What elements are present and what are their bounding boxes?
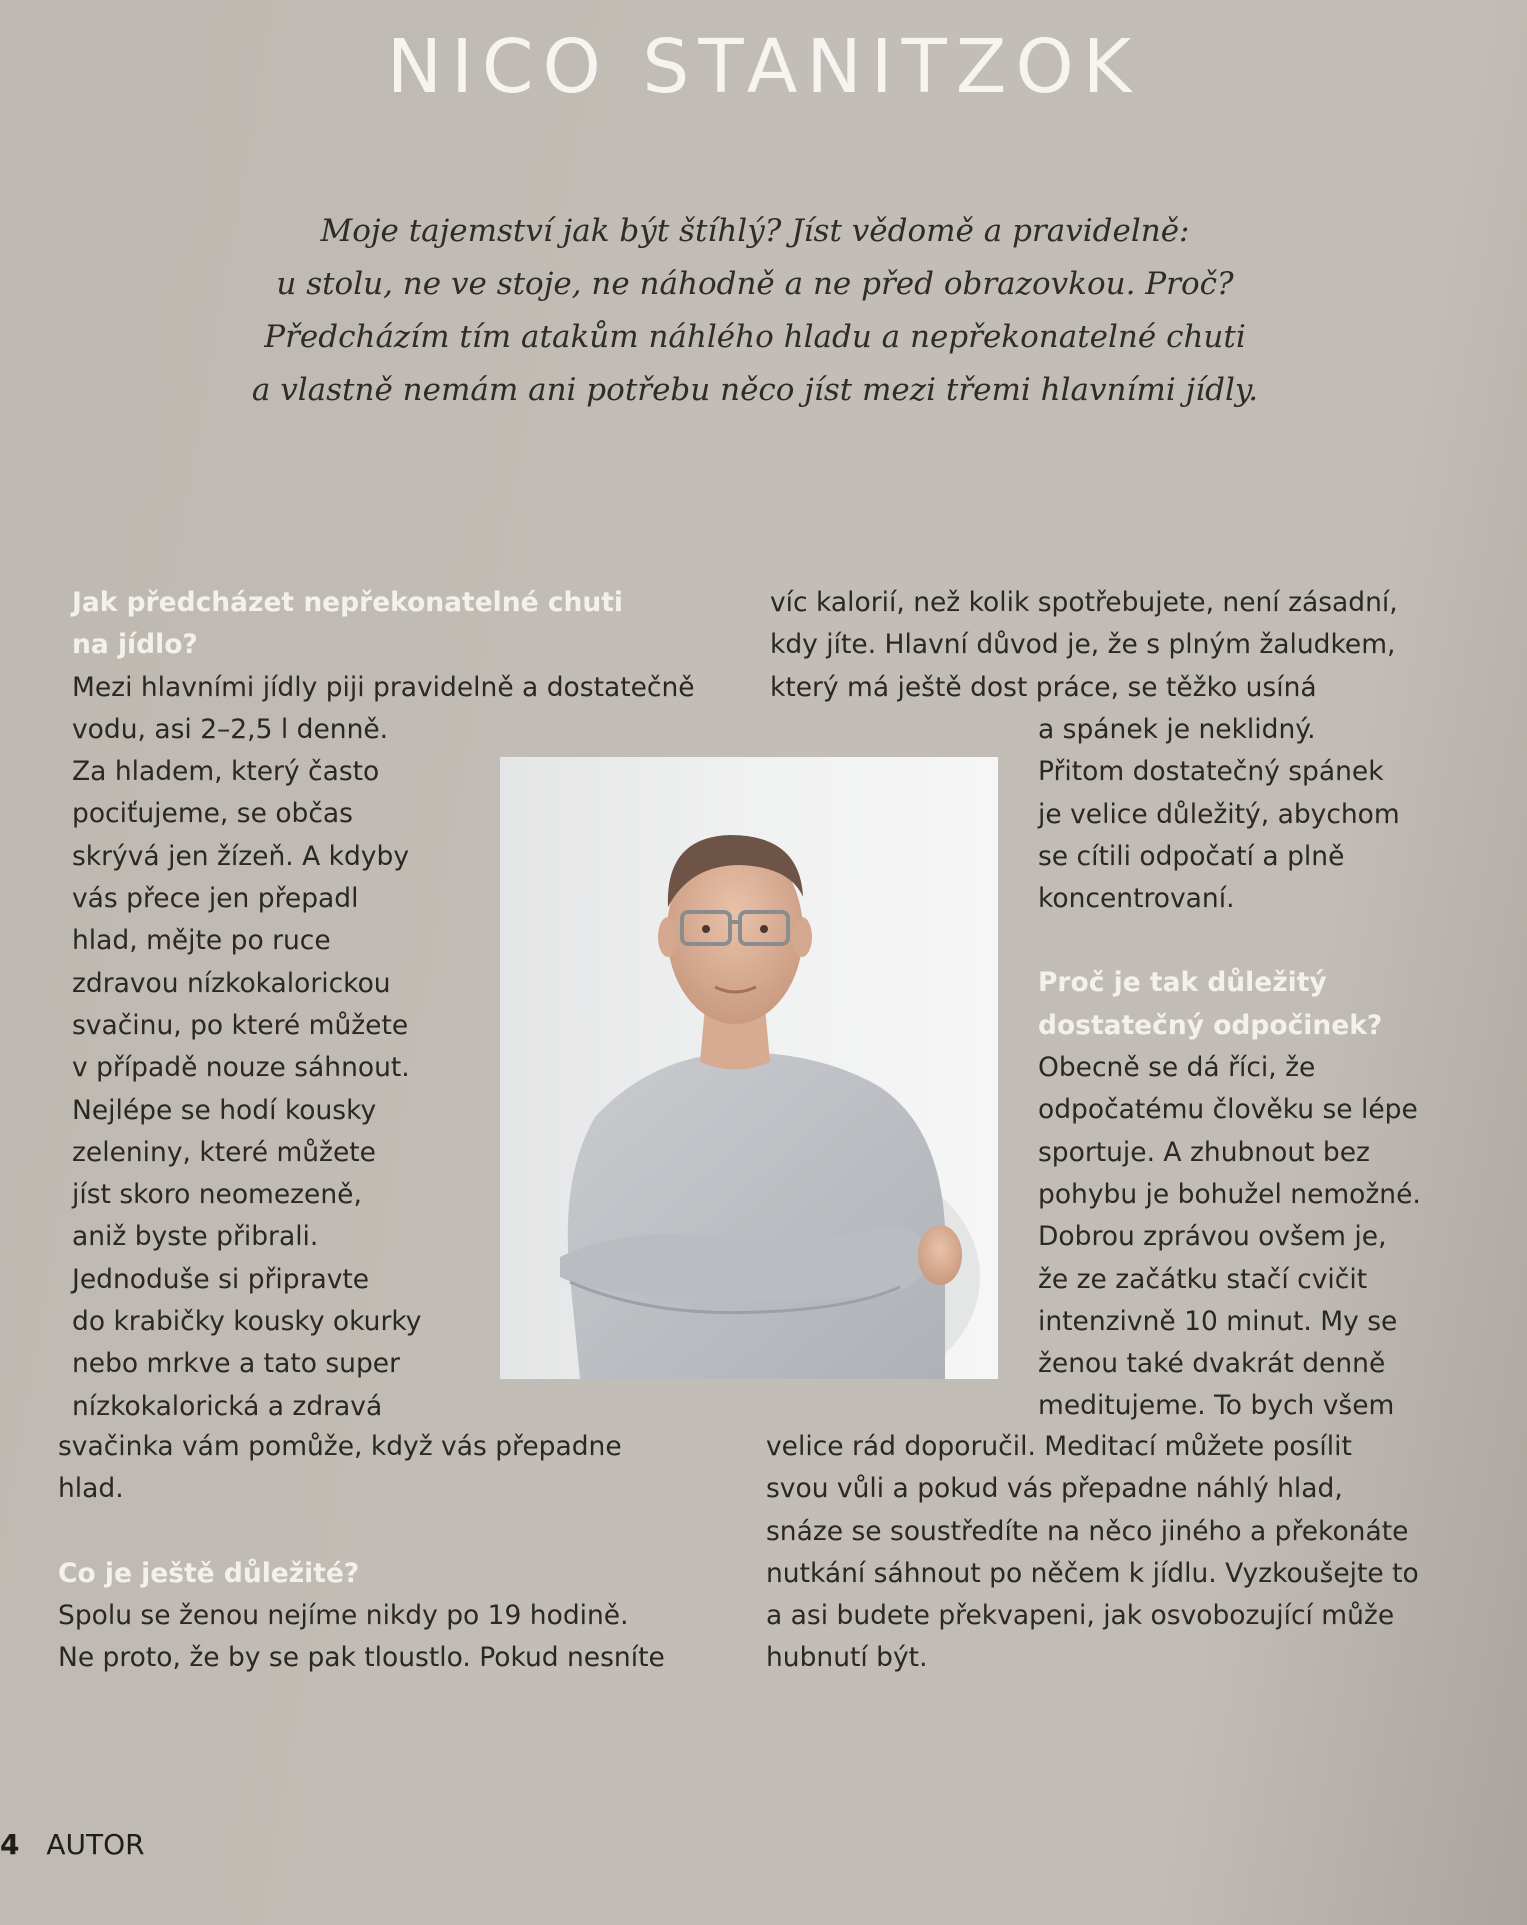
page-footer (0, 1828, 145, 1861)
section-heading: dostatečný odpočinek? (1038, 1009, 1383, 1041)
left-column-bottom (58, 1426, 665, 1679)
text-line: kdy jíte. Hlavní důvod je, že s plným žaludkem, (770, 629, 1396, 661)
text-line: který má ještě dost práce, se těžko usíná (770, 671, 1317, 703)
text-line: intenzivně 10 minut. My se (1038, 1305, 1398, 1337)
text-line: do krabičky kousky okurky (72, 1306, 422, 1338)
right-column-bottom (766, 1426, 1419, 1680)
spacer (1038, 920, 1421, 962)
text-line: Za hladem, který často (72, 756, 380, 788)
spacer (58, 1511, 665, 1553)
text-line: aniž byste přibrali. (72, 1221, 319, 1253)
page-number: 4 (0, 1828, 20, 1861)
text-line: nebo mrkve a tato super (72, 1348, 400, 1380)
text-line: svačinka vám pomůže, když vás přepadne (58, 1431, 622, 1462)
text-line: Dobrou zprávou ovšem je, (1038, 1221, 1387, 1253)
text-line: a spánek je neklidný. (1038, 714, 1316, 745)
text-line: svou vůli a pokud vás přepadne náhlý hlad, (766, 1473, 1343, 1505)
text-line: odpočatému člověku se lépe (1038, 1094, 1418, 1126)
section-heading: na jídlo? (72, 629, 198, 661)
text-line: Jednoduše si připravte (72, 1263, 370, 1295)
quote-line: u stolu, ne ve stoje, ne náhodně a ne před obrazovkou. Proč? (276, 266, 1234, 302)
text-line: Obecně se dá říci, že (1038, 1052, 1316, 1084)
text-line: snáze se soustředíte na něco jiného a překonáte (766, 1515, 1409, 1547)
quote-line: Předcházím tím atakům náhlého hladu a nepřekonatelné chuti (264, 319, 1246, 355)
text-line: svačinu, po které můžete (72, 1009, 409, 1041)
right-column-top (770, 582, 1398, 709)
text-line: jíst skoro neomezeně, (72, 1179, 362, 1211)
text-line: meditujeme. To bych všem (1038, 1390, 1395, 1422)
section-heading: Jak předcházet nepřekonatelné chuti (72, 587, 624, 618)
text-line: pociťujeme, se občas (72, 798, 353, 830)
right-column-narrow (1038, 709, 1421, 1428)
intro-quote (180, 205, 1330, 417)
text-line: víc kalorií, než kolik spotřebujete, není zásadní, (770, 587, 1398, 618)
text-line: vodu, asi 2–2,5 l denně. (72, 713, 389, 745)
text-line: se cítili odpočatí a plně (1038, 840, 1345, 872)
text-line: a asi budete překvapeni, jak osvobozující může (766, 1600, 1395, 1632)
author-photo (500, 757, 998, 1379)
page-title: NICO STANITZOK (386, 24, 1141, 110)
text-line: zdravou nízkokalorickou (72, 967, 391, 999)
text-line: ženou také dvakrát denně (1038, 1348, 1386, 1380)
text-line: je velice důležitý, abychom (1038, 798, 1400, 830)
quote-line: Moje tajemství jak být štíhlý? Jíst vědomě a pravidelně: (320, 213, 1190, 249)
section-heading: Proč je tak důležitý (1038, 967, 1327, 999)
text-line: nutkání sáhnout po něčem k jídlu. Vyzkoušejte to (766, 1557, 1419, 1589)
text-line: vás přece jen přepadl (72, 883, 359, 915)
text-line: v případě nouze sáhnout. (72, 1052, 410, 1084)
text-line: že ze začátku stačí cvičit (1038, 1263, 1368, 1295)
text-line: Přitom dostatečný spánek (1038, 756, 1384, 788)
section-heading: Co je ještě důležité? (58, 1557, 360, 1589)
text-line: hlad, mějte po ruce (72, 925, 331, 957)
text-line: sportuje. A zhubnout bez (1038, 1136, 1370, 1168)
text-line: zeleniny, které můžete (72, 1136, 376, 1168)
text-line: hlad. (58, 1473, 124, 1505)
text-line: Mezi hlavními jídly piji pravidelně a dostatečně (72, 671, 695, 703)
text-line: Nejlépe se hodí kousky (72, 1094, 377, 1126)
text-line: Ne proto, že by se pak tloustlo. Pokud nesníte (58, 1642, 665, 1674)
author-portrait-illustration (500, 757, 998, 1379)
text-line: skrývá jen žízeň. A kdyby (72, 840, 409, 872)
text-line: nízkokalorická a zdravá (72, 1390, 383, 1422)
text-line: hubnutí být. (766, 1642, 928, 1674)
quote-line: a vlastně nemám ani potřebu něco jíst mezi třemi hlavními jídly. (251, 372, 1259, 408)
text-line: Spolu se ženou nejíme nikdy po 19 hodině. (58, 1599, 629, 1631)
section-label: AUTOR (46, 1828, 145, 1861)
text-line: koncentrovaní. (1038, 883, 1235, 915)
text-line: velice rád doporučil. Meditací můžete posílit (766, 1431, 1352, 1462)
text-line: pohybu je bohužel nemožné. (1038, 1178, 1421, 1210)
